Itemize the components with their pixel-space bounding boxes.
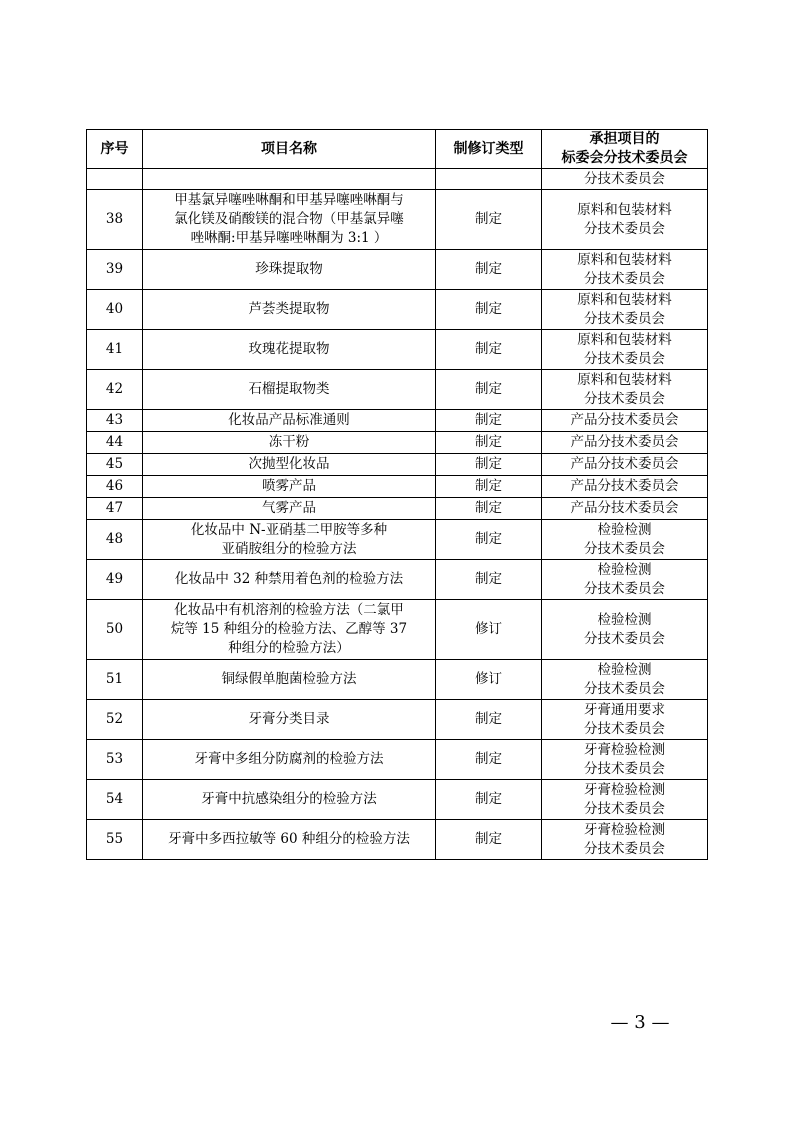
page-number: — 3 — <box>610 1012 670 1033</box>
table-row <box>87 740 708 780</box>
serial-number-cell: 44 <box>87 432 143 454</box>
header-project-name: 项目名称 <box>143 130 436 169</box>
revision-type-cell: 制定 <box>436 432 542 454</box>
committee-cell: 原料和包装材料 分技术委员会 <box>542 290 708 330</box>
revision-type-cell: 制定 <box>436 820 542 860</box>
project-name-cell: 化妆品中 N-亚硝基二甲胺等多种 亚硝胺组分的检验方法 <box>143 520 436 560</box>
table-row <box>87 780 708 820</box>
table-row <box>87 700 708 740</box>
table-row <box>87 190 708 250</box>
project-name-cell: 牙膏中抗感染组分的检验方法 <box>143 780 436 820</box>
serial-number-cell: 45 <box>87 454 143 476</box>
serial-number-cell: 38 <box>87 190 143 250</box>
revision-type-cell: 制定 <box>436 476 542 498</box>
committee-cell: 产品分技术委员会 <box>542 498 708 520</box>
table-row <box>87 290 708 330</box>
header-revision-type: 制修订类型 <box>436 130 542 169</box>
committee-cell: 检验检测 分技术委员会 <box>542 600 708 660</box>
serial-number-cell: 49 <box>87 560 143 600</box>
table-row <box>87 820 708 860</box>
committee-cell: 牙膏通用要求 分技术委员会 <box>542 700 708 740</box>
serial-number-cell: 54 <box>87 780 143 820</box>
committee-cell: 牙膏检验检测 分技术委员会 <box>542 740 708 780</box>
table-row <box>87 560 708 600</box>
committee-cell: 原料和包装材料 分技术委员会 <box>542 250 708 290</box>
committee-cell: 原料和包装材料 分技术委员会 <box>542 190 708 250</box>
project-name-cell: 化妆品中有机溶剂的检验方法（二氯甲 烷等 15 种组分的检验方法、乙醇等 37 种组分的检验方法） <box>143 600 436 660</box>
committee-cell: 产品分技术委员会 <box>542 476 708 498</box>
committee-cell: 原料和包装材料 分技术委员会 <box>542 330 708 370</box>
committee-cell: 产品分技术委员会 <box>542 432 708 454</box>
project-name-cell: 冻干粉 <box>143 432 436 454</box>
revision-type-cell: 制定 <box>436 370 542 410</box>
standards-table <box>86 129 708 860</box>
table-row <box>87 498 708 520</box>
project-name-cell: 次抛型化妆品 <box>143 454 436 476</box>
serial-number-cell: 55 <box>87 820 143 860</box>
serial-number-cell: 51 <box>87 660 143 700</box>
serial-number-cell <box>87 169 143 190</box>
committee-cell: 检验检测 分技术委员会 <box>542 660 708 700</box>
header-serial-number: 序号 <box>87 130 143 169</box>
committee-cell: 原料和包装材料 分技术委员会 <box>542 370 708 410</box>
project-name-cell: 牙膏中多西拉敏等 60 种组分的检验方法 <box>143 820 436 860</box>
committee-cell: 产品分技术委员会 <box>542 454 708 476</box>
revision-type-cell: 修订 <box>436 660 542 700</box>
serial-number-cell: 39 <box>87 250 143 290</box>
project-name-cell <box>143 169 436 190</box>
project-name-cell: 珍珠提取物 <box>143 250 436 290</box>
revision-type-cell: 制定 <box>436 498 542 520</box>
project-name-cell: 芦荟类提取物 <box>143 290 436 330</box>
revision-type-cell: 制定 <box>436 560 542 600</box>
serial-number-cell: 48 <box>87 520 143 560</box>
project-name-cell: 喷雾产品 <box>143 476 436 498</box>
project-name-cell: 铜绿假单胞菌检验方法 <box>143 660 436 700</box>
serial-number-cell: 41 <box>87 330 143 370</box>
table-row <box>87 520 708 560</box>
revision-type-cell: 制定 <box>436 780 542 820</box>
table-row <box>87 660 708 700</box>
project-name-cell: 玫瑰花提取物 <box>143 330 436 370</box>
table-row <box>87 370 708 410</box>
serial-number-cell: 53 <box>87 740 143 780</box>
table-header-row <box>87 130 708 169</box>
committee-cell: 产品分技术委员会 <box>542 410 708 432</box>
revision-type-cell <box>436 169 542 190</box>
project-name-cell: 石榴提取物类 <box>143 370 436 410</box>
serial-number-cell: 40 <box>87 290 143 330</box>
revision-type-cell: 制定 <box>436 740 542 780</box>
project-name-cell: 化妆品产品标准通则 <box>143 410 436 432</box>
project-name-cell: 化妆品中 32 种禁用着色剂的检验方法 <box>143 560 436 600</box>
table-row <box>87 330 708 370</box>
table-body <box>87 169 708 860</box>
revision-type-cell: 制定 <box>436 520 542 560</box>
project-name-cell: 牙膏分类目录 <box>143 700 436 740</box>
revision-type-cell: 制定 <box>436 454 542 476</box>
revision-type-cell: 制定 <box>436 410 542 432</box>
table-row <box>87 600 708 660</box>
revision-type-cell: 修订 <box>436 600 542 660</box>
committee-cell: 牙膏检验检测 分技术委员会 <box>542 820 708 860</box>
serial-number-cell: 42 <box>87 370 143 410</box>
header-committee: 承担项目的 标委会分技术委员会 <box>542 130 708 169</box>
committee-cell: 牙膏检验检测 分技术委员会 <box>542 780 708 820</box>
project-name-cell: 牙膏中多组分防腐剂的检验方法 <box>143 740 436 780</box>
committee-cell: 分技术委员会 <box>542 169 708 190</box>
table-row <box>87 454 708 476</box>
committee-cell: 检验检测 分技术委员会 <box>542 560 708 600</box>
table-row <box>87 169 708 190</box>
table-row <box>87 432 708 454</box>
serial-number-cell: 47 <box>87 498 143 520</box>
revision-type-cell: 制定 <box>436 700 542 740</box>
committee-cell: 检验检测 分技术委员会 <box>542 520 708 560</box>
serial-number-cell: 50 <box>87 600 143 660</box>
project-name-cell: 气雾产品 <box>143 498 436 520</box>
revision-type-cell: 制定 <box>436 290 542 330</box>
table-row <box>87 476 708 498</box>
table-row <box>87 410 708 432</box>
revision-type-cell: 制定 <box>436 250 542 290</box>
revision-type-cell: 制定 <box>436 330 542 370</box>
serial-number-cell: 52 <box>87 700 143 740</box>
table-row <box>87 250 708 290</box>
revision-type-cell: 制定 <box>436 190 542 250</box>
project-name-cell: 甲基氯异噻唑啉酮和甲基异噻唑啉酮与 氯化镁及硝酸镁的混合物（甲基氯异噻 唑啉酮:甲基异噻唑啉酮为 3:1 ） <box>143 190 436 250</box>
serial-number-cell: 43 <box>87 410 143 432</box>
serial-number-cell: 46 <box>87 476 143 498</box>
